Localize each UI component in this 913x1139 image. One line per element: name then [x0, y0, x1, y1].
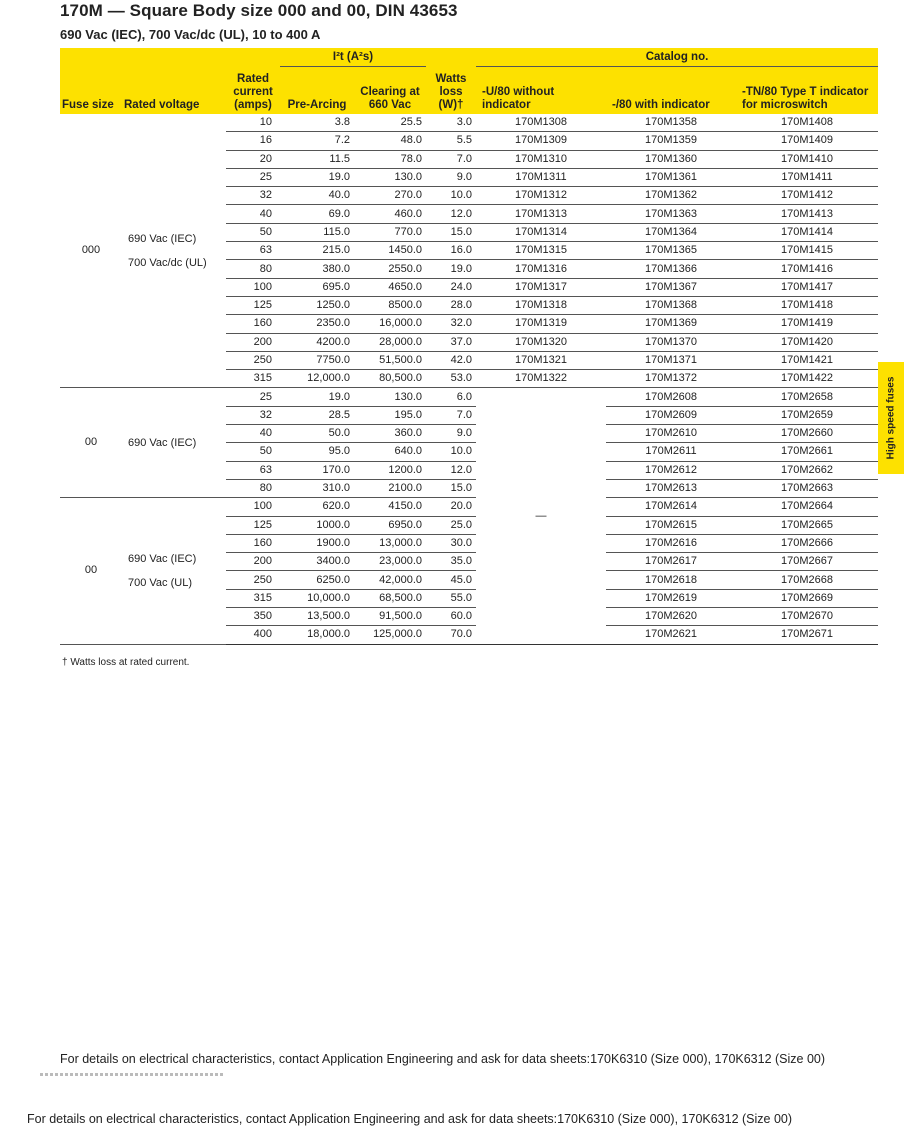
footer-note-repeat: For details on electrical characteristics, contact Application Engineering and ask for data sheets:170K6310 (Size 000), 170K6312 (Size 00) — [27, 1112, 793, 1126]
rated-current-cell: 32 — [226, 406, 280, 424]
col-catalog-tn80: -TN/80 Type T indicator for microswitch — [736, 67, 878, 115]
catalog-80-cell: 170M1358 — [606, 114, 736, 132]
pre-arcing-cell: 12,000.0 — [280, 370, 354, 388]
rated-current-cell: 32 — [226, 187, 280, 205]
pre-arcing-cell: 380.0 — [280, 260, 354, 278]
pre-arcing-cell: 1250.0 — [280, 296, 354, 314]
rated-current-cell: 315 — [226, 589, 280, 607]
clearing-cell: 195.0 — [354, 406, 426, 424]
watts-loss-cell: 6.0 — [426, 388, 476, 406]
catalog-u80-cell: 170M1320 — [476, 333, 606, 351]
pre-arcing-cell: 19.0 — [280, 168, 354, 186]
pre-arcing-cell: 1900.0 — [280, 534, 354, 552]
watts-loss-cell: 5.5 — [426, 132, 476, 150]
watts-loss-cell: 7.0 — [426, 150, 476, 168]
pre-arcing-cell: 69.0 — [280, 205, 354, 223]
catalog-80-cell: 170M1365 — [606, 242, 736, 260]
pre-arcing-cell: 115.0 — [280, 223, 354, 241]
catalog-80-cell: 170M1362 — [606, 187, 736, 205]
catalog-tn80-cell: 170M2666 — [736, 534, 878, 552]
watts-loss-cell: 16.0 — [426, 242, 476, 260]
pre-arcing-cell: 40.0 — [280, 187, 354, 205]
rated-current-cell: 200 — [226, 333, 280, 351]
watts-loss-cell: 35.0 — [426, 553, 476, 571]
catalog-tn80-cell: 170M2659 — [736, 406, 878, 424]
rated-current-cell: 20 — [226, 150, 280, 168]
catalog-u80-cell: 170M1315 — [476, 242, 606, 260]
rated-current-cell: 80 — [226, 479, 280, 497]
rated-current-cell: 63 — [226, 461, 280, 479]
pre-arcing-cell: 10,000.0 — [280, 589, 354, 607]
catalog-80-cell: 170M2616 — [606, 534, 736, 552]
fuse-spec-table — [60, 48, 878, 645]
section-tab — [878, 362, 904, 474]
watts-loss-cell: 60.0 — [426, 608, 476, 626]
rated-current-cell: 10 — [226, 114, 280, 132]
catalog-80-cell: 170M2609 — [606, 406, 736, 424]
rated-current-cell: 250 — [226, 351, 280, 369]
col-catalog-80: -/80 with indicator — [606, 67, 736, 115]
fuse-size-cell: 00 — [60, 388, 122, 498]
clearing-cell: 270.0 — [354, 187, 426, 205]
catalog-u80-cell: 170M1321 — [476, 351, 606, 369]
rated-voltage-cell — [122, 498, 226, 644]
pre-arcing-cell: 11.5 — [280, 150, 354, 168]
watts-loss-cell: 32.0 — [426, 315, 476, 333]
rated-voltage-line: 690 Vac (IEC) — [128, 436, 197, 449]
rated-voltage-line: 690 Vac (IEC) — [128, 232, 197, 245]
catalog-80-cell: 170M2621 — [606, 626, 736, 644]
footer-note: For details on electrical characteristics, contact Application Engineering and ask for data sheets:170K6310 (Size 000), 170K6312 (Size 00) — [60, 1052, 826, 1066]
catalog-u80-cell: 170M1311 — [476, 168, 606, 186]
rated-voltage-line: 700 Vac/dc (UL) — [128, 256, 207, 269]
clearing-cell: 16,000.0 — [354, 315, 426, 333]
catalog-80-cell: 170M1360 — [606, 150, 736, 168]
watts-loss-cell: 20.0 — [426, 498, 476, 516]
rated-current-cell: 100 — [226, 498, 280, 516]
watts-loss-cell: 10.0 — [426, 443, 476, 461]
catalog-80-cell: 170M1369 — [606, 315, 736, 333]
catalog-tn80-cell: 170M1413 — [736, 205, 878, 223]
watts-loss-cell: 9.0 — [426, 168, 476, 186]
watts-loss-cell: 12.0 — [426, 205, 476, 223]
catalog-tn80-cell: 170M1409 — [736, 132, 878, 150]
watts-loss-cell: 53.0 — [426, 370, 476, 388]
fuse-size-cell: 00 — [60, 498, 122, 644]
col-rated-voltage: Rated voltage — [122, 67, 226, 115]
i2t-group-header: I²t (A²s) — [280, 48, 426, 67]
catalog-80-cell: 170M2619 — [606, 589, 736, 607]
catalog-80-cell: 170M2620 — [606, 608, 736, 626]
watts-loss-cell: 15.0 — [426, 479, 476, 497]
rated-current-cell: 63 — [226, 242, 280, 260]
pre-arcing-cell: 95.0 — [280, 443, 354, 461]
fuse-size-cell: 000 — [60, 114, 122, 388]
catalog-80-cell: 170M2610 — [606, 425, 736, 443]
catalog-80-cell: 170M1364 — [606, 223, 736, 241]
catalog-u80-cell: 170M1319 — [476, 315, 606, 333]
pre-arcing-cell: 13,500.0 — [280, 608, 354, 626]
watts-loss-cell: 9.0 — [426, 425, 476, 443]
catalog-80-cell: 170M2612 — [606, 461, 736, 479]
rated-current-cell: 80 — [226, 260, 280, 278]
catalog-u80-na-cell — [476, 388, 606, 644]
catalog-u80-cell: 170M1317 — [476, 278, 606, 296]
clearing-cell: 1200.0 — [354, 461, 426, 479]
watts-loss-cell: 25.0 — [426, 516, 476, 534]
catalog-u80-cell: 170M1310 — [476, 150, 606, 168]
watts-loss-cell: 45.0 — [426, 571, 476, 589]
page-subtitle: 690 Vac (IEC), 700 Vac/dc (UL), 10 to 400 A — [60, 27, 321, 42]
catalog-u80-cell: 170M1314 — [476, 223, 606, 241]
catalog-tn80-cell: 170M1408 — [736, 114, 878, 132]
clearing-cell: 4150.0 — [354, 498, 426, 516]
catalog-tn80-cell: 170M2668 — [736, 571, 878, 589]
col-fuse-size: Fuse size — [60, 67, 122, 115]
rated-current-cell: 50 — [226, 443, 280, 461]
catalog-group-header: Catalog no. — [476, 48, 878, 67]
watts-loss-cell: 24.0 — [426, 278, 476, 296]
table-row — [60, 388, 878, 406]
catalog-tn80-cell: 170M1422 — [736, 370, 878, 388]
catalog-80-cell: 170M1361 — [606, 168, 736, 186]
catalog-tn80-cell: 170M2671 — [736, 626, 878, 644]
catalog-80-cell: 170M2615 — [606, 516, 736, 534]
watts-loss-cell: 7.0 — [426, 406, 476, 424]
footnote: † Watts loss at rated current. — [62, 657, 190, 668]
catalog-tn80-cell: 170M1415 — [736, 242, 878, 260]
catalog-80-cell: 170M1366 — [606, 260, 736, 278]
rated-current-cell: 40 — [226, 205, 280, 223]
catalog-u80-cell: 170M1313 — [476, 205, 606, 223]
watts-loss-cell: 10.0 — [426, 187, 476, 205]
clearing-cell: 78.0 — [354, 150, 426, 168]
pre-arcing-cell: 7.2 — [280, 132, 354, 150]
rated-current-cell: 50 — [226, 223, 280, 241]
catalog-tn80-cell: 170M1414 — [736, 223, 878, 241]
pre-arcing-cell: 695.0 — [280, 278, 354, 296]
clearing-cell: 360.0 — [354, 425, 426, 443]
rated-voltage-line: 690 Vac (IEC) — [128, 552, 197, 565]
clearing-cell: 48.0 — [354, 132, 426, 150]
catalog-80-cell: 170M2618 — [606, 571, 736, 589]
catalog-tn80-cell: 170M1412 — [736, 187, 878, 205]
catalog-u80-cell: 170M1318 — [476, 296, 606, 314]
pre-arcing-cell: 310.0 — [280, 479, 354, 497]
section-tab-label: High speed fuses — [885, 376, 897, 460]
pre-arcing-cell: 3400.0 — [280, 553, 354, 571]
catalog-80-cell: 170M2614 — [606, 498, 736, 516]
pre-arcing-cell: 50.0 — [280, 425, 354, 443]
rated-current-cell: 400 — [226, 626, 280, 644]
clearing-cell: 25.5 — [354, 114, 426, 132]
catalog-tn80-cell: 170M2664 — [736, 498, 878, 516]
catalog-tn80-cell: 170M2665 — [736, 516, 878, 534]
rated-current-cell: 350 — [226, 608, 280, 626]
clearing-cell: 13,000.0 — [354, 534, 426, 552]
rated-current-cell: 160 — [226, 534, 280, 552]
clearing-cell: 23,000.0 — [354, 553, 426, 571]
catalog-tn80-cell: 170M1410 — [736, 150, 878, 168]
watts-loss-cell: 28.0 — [426, 296, 476, 314]
clearing-cell: 80,500.0 — [354, 370, 426, 388]
watts-loss-cell: 12.0 — [426, 461, 476, 479]
catalog-tn80-cell: 170M2669 — [736, 589, 878, 607]
rated-current-cell: 125 — [226, 516, 280, 534]
catalog-u80-cell: 170M1309 — [476, 132, 606, 150]
rated-current-cell: 200 — [226, 553, 280, 571]
pre-arcing-cell: 620.0 — [280, 498, 354, 516]
col-catalog-u80: -U/80 without indicator — [476, 67, 606, 115]
catalog-80-cell: 170M1370 — [606, 333, 736, 351]
catalog-tn80-cell: 170M1420 — [736, 333, 878, 351]
clearing-cell: 460.0 — [354, 205, 426, 223]
col-pre-arcing: Pre-Arcing — [280, 67, 354, 115]
catalog-u80-cell: 170M1322 — [476, 370, 606, 388]
pre-arcing-cell: 18,000.0 — [280, 626, 354, 644]
pre-arcing-cell: 6250.0 — [280, 571, 354, 589]
clearing-cell: 770.0 — [354, 223, 426, 241]
clearing-cell: 4650.0 — [354, 278, 426, 296]
rated-current-cell: 160 — [226, 315, 280, 333]
pre-arcing-cell: 4200.0 — [280, 333, 354, 351]
clearing-cell: 2550.0 — [354, 260, 426, 278]
rated-current-cell: 25 — [226, 388, 280, 406]
catalog-tn80-cell: 170M2661 — [736, 443, 878, 461]
col-watts-loss: Watts loss (W)† — [426, 67, 476, 115]
clearing-cell: 130.0 — [354, 168, 426, 186]
catalog-tn80-cell: 170M2658 — [736, 388, 878, 406]
clearing-cell: 91,500.0 — [354, 608, 426, 626]
catalog-80-cell: 170M1371 — [606, 351, 736, 369]
table-row — [60, 498, 878, 516]
catalog-tn80-cell: 170M2667 — [736, 553, 878, 571]
watts-loss-cell: 37.0 — [426, 333, 476, 351]
catalog-tn80-cell: 170M1418 — [736, 296, 878, 314]
pre-arcing-cell: 7750.0 — [280, 351, 354, 369]
table-row — [60, 114, 878, 132]
catalog-tn80-cell: 170M2670 — [736, 608, 878, 626]
watts-loss-cell: 3.0 — [426, 114, 476, 132]
col-clearing: Clearing at 660 Vac — [354, 67, 426, 115]
table-body — [60, 114, 878, 644]
clearing-cell: 1450.0 — [354, 242, 426, 260]
clearing-cell: 28,000.0 — [354, 333, 426, 351]
pre-arcing-cell: 170.0 — [280, 461, 354, 479]
clearing-cell: 8500.0 — [354, 296, 426, 314]
rated-voltage-line: 700 Vac (UL) — [128, 576, 192, 589]
catalog-80-cell: 170M1367 — [606, 278, 736, 296]
catalog-tn80-cell: 170M1419 — [736, 315, 878, 333]
catalog-80-cell: 170M2617 — [606, 553, 736, 571]
catalog-80-cell: 170M1359 — [606, 132, 736, 150]
catalog-u80-cell: 170M1316 — [476, 260, 606, 278]
rated-current-cell: 100 — [226, 278, 280, 296]
rated-current-cell: 40 — [226, 425, 280, 443]
col-rated-current: Rated current (amps) — [226, 67, 280, 115]
catalog-tn80-cell: 170M2663 — [736, 479, 878, 497]
catalog-80-cell: 170M1368 — [606, 296, 736, 314]
clearing-cell: 125,000.0 — [354, 626, 426, 644]
catalog-u80-cell: 170M1312 — [476, 187, 606, 205]
catalog-tn80-cell: 170M2662 — [736, 461, 878, 479]
pre-arcing-cell: 3.8 — [280, 114, 354, 132]
clearing-cell: 640.0 — [354, 443, 426, 461]
not-available-dash: — — [535, 509, 547, 522]
pre-arcing-cell: 1000.0 — [280, 516, 354, 534]
garbled-text-strip — [40, 1073, 225, 1076]
pre-arcing-cell: 215.0 — [280, 242, 354, 260]
watts-loss-cell: 42.0 — [426, 351, 476, 369]
rated-current-cell: 250 — [226, 571, 280, 589]
catalog-80-cell: 170M2611 — [606, 443, 736, 461]
catalog-tn80-cell: 170M1411 — [736, 168, 878, 186]
catalog-tn80-cell: 170M1416 — [736, 260, 878, 278]
pre-arcing-cell: 2350.0 — [280, 315, 354, 333]
catalog-tn80-cell: 170M1417 — [736, 278, 878, 296]
clearing-cell: 51,500.0 — [354, 351, 426, 369]
catalog-80-cell: 170M2608 — [606, 388, 736, 406]
catalog-u80-cell: 170M1308 — [476, 114, 606, 132]
catalog-80-cell: 170M1372 — [606, 370, 736, 388]
watts-loss-cell: 15.0 — [426, 223, 476, 241]
watts-loss-cell: 30.0 — [426, 534, 476, 552]
rated-voltage-cell — [122, 114, 226, 388]
rated-current-cell: 25 — [226, 168, 280, 186]
clearing-cell: 68,500.0 — [354, 589, 426, 607]
watts-loss-cell: 19.0 — [426, 260, 476, 278]
clearing-cell: 42,000.0 — [354, 571, 426, 589]
catalog-tn80-cell: 170M2660 — [736, 425, 878, 443]
clearing-cell: 130.0 — [354, 388, 426, 406]
page-title: 170M — Square Body size 000 and 00, DIN 43653 — [60, 1, 458, 20]
catalog-80-cell: 170M2613 — [606, 479, 736, 497]
catalog-tn80-cell: 170M1421 — [736, 351, 878, 369]
rated-voltage-cell — [122, 388, 226, 498]
watts-loss-cell: 70.0 — [426, 626, 476, 644]
watts-loss-cell: 55.0 — [426, 589, 476, 607]
pre-arcing-cell: 28.5 — [280, 406, 354, 424]
pre-arcing-cell: 19.0 — [280, 388, 354, 406]
clearing-cell: 6950.0 — [354, 516, 426, 534]
clearing-cell: 2100.0 — [354, 479, 426, 497]
rated-current-cell: 16 — [226, 132, 280, 150]
rated-current-cell: 315 — [226, 370, 280, 388]
catalog-80-cell: 170M1363 — [606, 205, 736, 223]
rated-current-cell: 125 — [226, 296, 280, 314]
